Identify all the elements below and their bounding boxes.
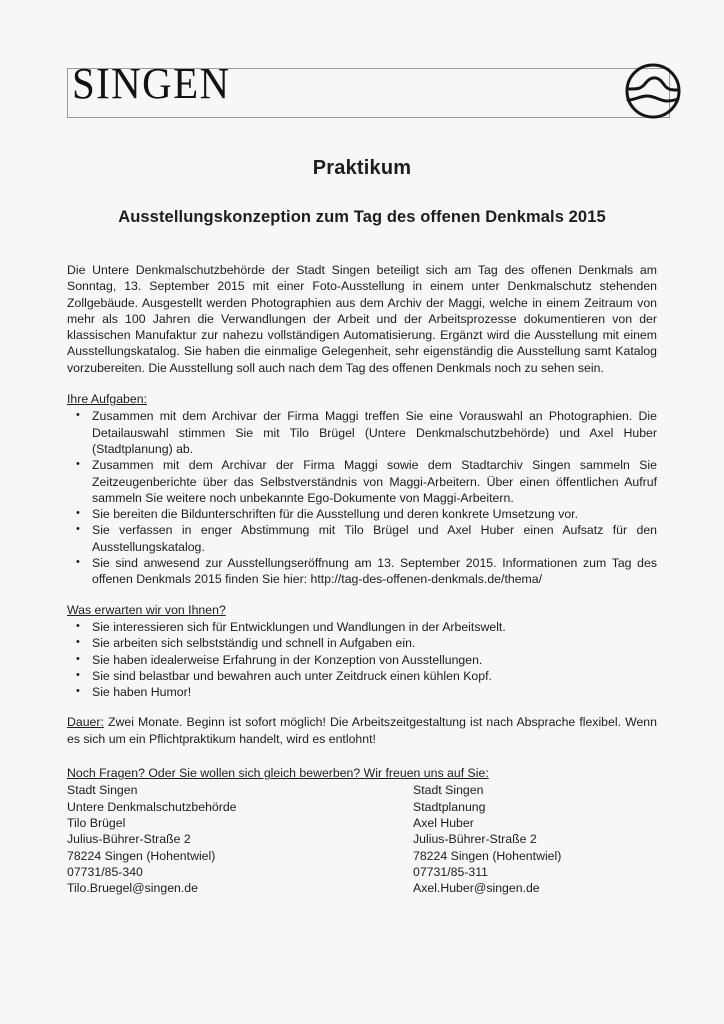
list-item: • Sie sind belastbar und bewahren auch unter Zeitdruck einen kühlen Kopf. (67, 668, 657, 684)
list-item: • Zusammen mit dem Archivar der Firma Maggi treffen Sie eine Vorauswahl an Photographien. Die Detailauswahl stimmen Sie mit Tilo Brügel (Untere Denkmalschutzbehörde) und Axel Huber (Stadtplanung) ab. (67, 408, 657, 457)
tasks-heading: Ihre Aufgaben: (67, 392, 147, 407)
wordmark-part-sin: SIN (72, 59, 143, 108)
contact-left-department: Untere Denkmalschutzbehörde (67, 799, 237, 814)
contact-heading: Noch Fragen? Oder Sie wollen sich gleich bewerben? Wir freuen uns auf Sie: (67, 766, 489, 781)
list-item: • Sie interessieren sich für Entwicklungen und Wandlungen in der Arbeitswelt. (67, 619, 657, 635)
contact-right-city: 78224 Singen (Hohentwiel) (413, 848, 562, 863)
contact-column-left (67, 782, 357, 896)
expectations-heading: Was erwarten wir von Ihnen? (67, 602, 226, 617)
duration-text: Zwei Monate. Beginn ist sofort möglich! Die Arbeitszeitgestaltung ist nach Absprache flexibel. Wenn es sich um ein Pflichtpraktikum handelt, wird es entlohnt! (67, 715, 657, 746)
contact-right-email: Axel.Huber@singen.de (413, 881, 540, 896)
page-subtitle: Ausstellungskonzeption zum Tag des offenen Denkmals 2015 (118, 208, 606, 226)
contact-right-phone: 07731/85-311 (413, 864, 488, 879)
list-item: • Sie sind anwesend zur Ausstellungseröffnung am 13. September 2015. Informationen zum Tag des offenen Denkmals 2015 finden Sie hier: http://tag-des-offenen-denkmals.de/thema/ (67, 555, 657, 588)
contact-left-city: 78224 Singen (Hohentwiel) (67, 848, 216, 863)
singen-wave-circle-logo-icon (624, 62, 682, 120)
singen-wordmark (72, 59, 231, 108)
contact-left-org: Stadt Singen (67, 783, 138, 798)
list-item: • Sie verfassen in enger Abstimmung mit Tilo Brügel und Axel Huber einen Aufsatz für den Ausstellungskatalog. (67, 522, 657, 555)
contact-left-street: Julius-Bührer-Straße 2 (67, 832, 191, 847)
list-item: • Sie haben idealerweise Erfahrung in der Konzeption von Ausstellungen. (67, 652, 657, 668)
tasks-list (67, 408, 657, 587)
duration-label: Dauer: (67, 715, 104, 730)
contact-columns (67, 782, 657, 900)
list-item: • Sie arbeiten sich selbstständig und schnell in Aufgaben ein. (67, 635, 657, 651)
contact-left-name: Tilo Brügel (67, 815, 126, 830)
duration-paragraph (67, 714, 657, 747)
contact-right-department: Stadtplanung (413, 799, 486, 814)
page-title: Praktikum (312, 157, 412, 179)
contact-right-street: Julius-Bührer-Straße 2 (413, 832, 537, 847)
contact-left-email: Tilo.Bruegel@singen.de (67, 881, 198, 896)
list-item: • Zusammen mit dem Archivar der Firma Maggi sowie dem Stadtarchiv Singen sammeln Sie Zeitzeugenberichte über das Selbstverständnis von Maggi-Arbeitern. Über einen öffentlichen Aufruf sammeln Sie weitere noch unbekannte Ego-Dokumente von Maggi-Arbeitern. (67, 457, 657, 506)
contact-column-right (413, 782, 703, 896)
list-item: • Sie bereiten die Bildunterschriften für die Ausstellung und deren konkrete Umsetzung vor. (67, 506, 657, 522)
intro-paragraph: Die Untere Denkmalschutzbehörde der Stadt Singen beteiligt sich am Tag des offenen Denkmals am Sonntag, 13. September 2015 mit einer Foto-Ausstellung in einem unter Denkmalschutz stehenden Zollgebäude. Ausgestellt werden Photographien aus dem Archiv der Maggi, welche in einem Zeitraum von mehr als 100 Jahren die Verwandlungen der Arbeit und der Arbeitsprozesse dokumentieren von der klassischen Manufaktur zur nahezu vollständigen Automatisierung. Ergänzt wird die Ausstellung mit einem Ausstellungskatalog. Sie haben die einmalige Gelegenheit, sehr eigenständig die Ausstellung samt Katalog vorzubereiten. Die Ausstellung soll auch nach dem Tag des offenen Denkmals noch zu sehen sein. (67, 263, 657, 375)
contact-left-phone: 07731/85-340 (67, 864, 143, 879)
contact-right-org: Stadt Singen (413, 783, 484, 798)
list-item: • Sie haben Humor! (67, 684, 657, 700)
wordmark-part-gen: GEN (142, 59, 231, 108)
document-content (67, 262, 657, 900)
contact-right-name: Axel Huber (413, 815, 474, 830)
expectations-list (67, 619, 657, 700)
